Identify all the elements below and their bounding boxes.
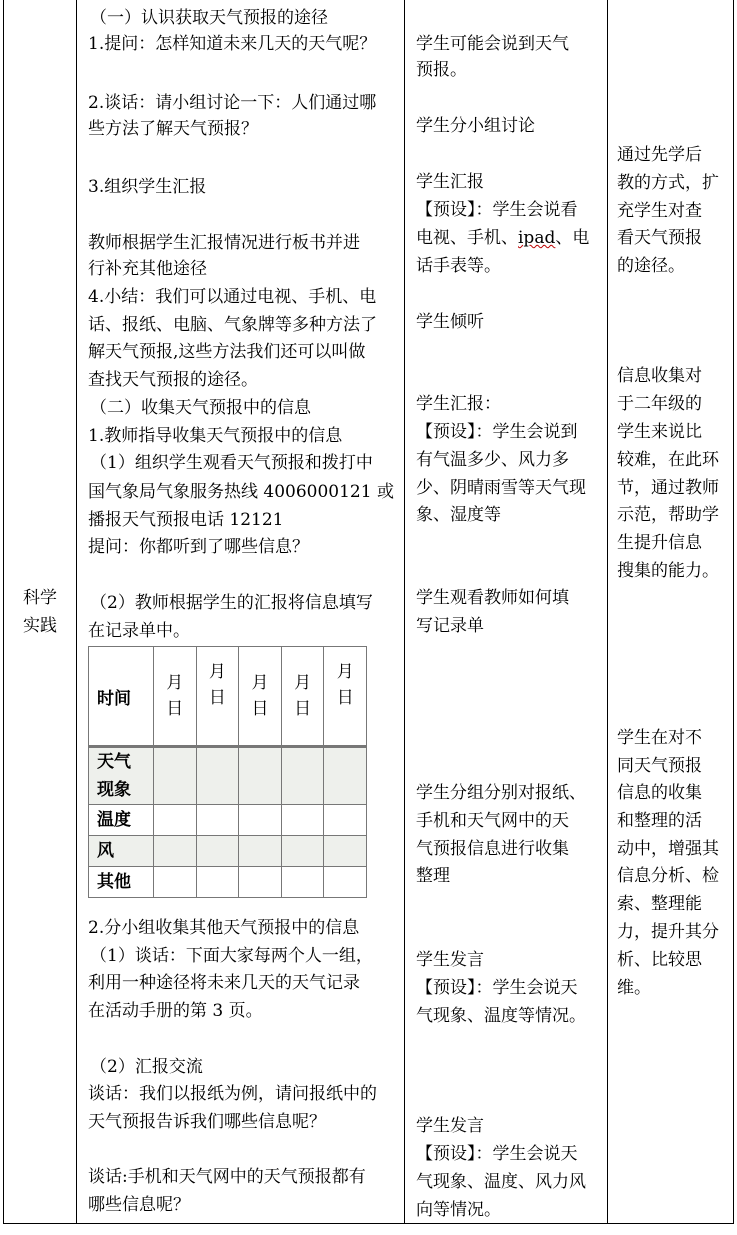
column-divider (607, 0, 608, 1224)
student-line: 向等情况。 (416, 1200, 501, 1220)
teacher-line: （1）组织学生观看天气预报和拨打中 (90, 453, 373, 473)
intent-line: 搜集的能力。 (617, 561, 719, 581)
teacher-line: 谈话：我们以报纸为例，请问报纸中的 (88, 1084, 377, 1104)
record-header-time: 时间 (89, 647, 154, 747)
month-label: 月 (336, 662, 354, 682)
record-cell (239, 867, 282, 898)
teacher-line: 提问：你都听到了哪些信息？ (88, 537, 309, 557)
student-line: 象、湿度等 (416, 505, 501, 525)
teacher-line: 3.组织学生汇报 (88, 177, 207, 197)
ipad-word: ipad (518, 228, 556, 248)
intent-line: 动中，增强其 (617, 839, 719, 859)
intent-line: 析、比较思 (617, 950, 702, 970)
teacher-line: 1.提问：怎样知道未来几天的天气呢？ (88, 34, 377, 54)
student-text: 电视、手机、 (416, 228, 518, 248)
student-line: 学生观看教师如何填 (416, 588, 569, 608)
record-header-date (239, 647, 282, 747)
record-row (89, 805, 367, 836)
intent-line: 于二年级的 (617, 394, 702, 414)
student-line: 【预设】：学生会说天 (416, 978, 578, 998)
record-header-date (196, 647, 239, 747)
student-line: 话手表等。 (416, 256, 501, 276)
record-cell (196, 805, 239, 836)
intent-line: 同天气预报 (617, 756, 702, 776)
intent-line: 维。 (617, 978, 651, 998)
record-cell (239, 747, 282, 805)
teacher-line: 在活动手册的第 3 页。 (88, 1001, 263, 1021)
record-cell (324, 805, 367, 836)
student-line: 气现象、温度、风力风 (416, 1172, 586, 1192)
day-label: 日 (294, 699, 312, 719)
teacher-line: 话、报纸、电脑、气象牌等多种方法了 (88, 315, 377, 335)
column-divider (76, 0, 77, 1224)
intent-line: 信息分析、检 (617, 866, 719, 886)
student-line: 【预设】：学生会说看 (416, 200, 578, 220)
stage-cell (4, 0, 76, 1224)
teacher-line: 2.分小组收集其他天气预报中的信息 (88, 918, 360, 938)
teacher-line: （二）收集天气预报中的信息 (90, 398, 311, 418)
teacher-line: （2）汇报交流 (90, 1057, 203, 1077)
student-text: 、电 (555, 228, 590, 248)
student-line: 手机和天气网中的天 (416, 811, 569, 831)
day-label: 日 (336, 688, 354, 708)
record-header-date (154, 647, 197, 747)
record-cell (196, 747, 239, 805)
record-header-date (281, 647, 324, 747)
teacher-line: （1）谈话：下面大家每两个人一组， (90, 946, 373, 966)
intent-line: 看天气预报 (617, 228, 702, 248)
intent-line: 充学生对查 (617, 201, 702, 221)
day-label: 日 (166, 699, 184, 719)
teacher-line: 解天气预报,这些方法我们还可以叫做 (88, 342, 366, 362)
record-header-row (89, 647, 367, 747)
record-header-date (324, 647, 367, 747)
student-line: 学生可能会说到天气 (416, 34, 569, 54)
record-cell (281, 867, 324, 898)
intent-line: 学生来说比 (617, 422, 702, 442)
record-row (89, 747, 367, 805)
teacher-line: 行补充其他途径 (88, 259, 207, 279)
month-label: 月 (208, 662, 226, 682)
record-row-label (89, 747, 154, 805)
record-cell (324, 747, 367, 805)
record-cell (281, 747, 324, 805)
teacher-line: 播报天气预报电话 12121 (88, 510, 284, 530)
row-label-line: 现象 (97, 780, 131, 800)
teacher-line: 些方法了解天气预报？ (88, 119, 258, 139)
intent-line: 生提升信息 (617, 533, 702, 553)
day-label: 日 (208, 688, 226, 708)
teacher-line: 利用一种途径将未来几天的天气记录 (88, 973, 360, 993)
record-cell (196, 867, 239, 898)
intent-line: 教的方式，扩 (617, 173, 719, 193)
intent-line: 通过先学后 (617, 145, 702, 165)
student-line: 有气温多少、风力多 (416, 450, 569, 470)
student-line: 预报。 (416, 60, 467, 80)
teacher-line: 国气象局气象服务热线 4006000121 或 (88, 482, 394, 502)
intent-line: 和整理的活 (617, 811, 702, 831)
month-label: 月 (166, 673, 184, 693)
record-cell (281, 836, 324, 867)
month-label: 月 (251, 673, 269, 693)
record-cell (324, 836, 367, 867)
student-line: 气预报信息进行收集 (416, 839, 569, 859)
weather-record-table (88, 646, 367, 898)
teacher-line: 哪些信息呢？ (88, 1195, 190, 1215)
record-cell (154, 805, 197, 836)
teacher-line: 1.教师指导收集天气预报中的信息 (88, 426, 343, 446)
student-line: 【预设】：学生会说天 (416, 1144, 578, 1164)
record-cell (196, 836, 239, 867)
record-cell (239, 836, 282, 867)
record-row (89, 867, 367, 898)
record-row (89, 836, 367, 867)
student-line: 【预设】：学生会说到 (416, 422, 578, 442)
student-line: 写记录单 (416, 616, 484, 636)
intent-line: 节，通过教师 (617, 478, 719, 498)
teacher-line: 2.谈话：请小组讨论一下：人们通过哪 (88, 93, 377, 113)
teacher-line: 天气预报告诉我们哪些信息呢？ (88, 1112, 326, 1132)
column-divider (404, 0, 405, 1224)
record-cell (324, 867, 367, 898)
student-line: 学生发言 (416, 950, 484, 970)
student-line: 学生汇报： (416, 394, 501, 414)
student-line: 学生分小组讨论 (416, 116, 535, 136)
teacher-line: 教师根据学生汇报情况进行板书并进 (88, 233, 360, 253)
record-row-label: 温度 (89, 805, 154, 836)
student-line: 学生汇报 (416, 172, 484, 192)
intent-line: 力，提升其分 (617, 922, 719, 942)
record-cell (239, 805, 282, 836)
teacher-line: 查找天气预报的途径。 (88, 370, 258, 390)
record-cell (281, 805, 324, 836)
intent-line: 索、整理能 (617, 894, 702, 914)
intent-line: 示范，帮助学 (617, 505, 719, 525)
record-cell (154, 836, 197, 867)
month-label: 月 (294, 673, 312, 693)
teacher-line: 4.小结：我们可以通过电视、手机、电 (88, 287, 377, 307)
record-cell (154, 747, 197, 805)
student-line: 整理 (416, 866, 450, 886)
student-line: 学生分组分别对报纸、 (416, 783, 586, 803)
stage-label: 科学实践 (23, 588, 57, 636)
record-cell (154, 867, 197, 898)
intent-line: 较难，在此环 (617, 450, 719, 470)
intent-line: 信息的收集 (617, 783, 702, 803)
student-line: 学生倾听 (416, 312, 484, 332)
student-line: 学生发言 (416, 1116, 484, 1136)
teacher-line: （一）认识获取天气预报的途径 (90, 8, 328, 28)
student-line: 气现象、温度等情况。 (416, 1006, 586, 1026)
day-label: 日 (251, 699, 269, 719)
teacher-line: 谈话:手机和天气网中的天气预报都有 (88, 1167, 366, 1187)
student-line (416, 226, 589, 250)
teacher-line: （2）教师根据学生的汇报将信息填写 (90, 593, 373, 613)
intent-line: 学生在对不 (617, 728, 702, 748)
record-row-label: 风 (89, 836, 154, 867)
row-label-line: 天气 (97, 752, 131, 772)
intent-line: 信息收集对 (617, 366, 702, 386)
intent-line: 的途径。 (617, 256, 685, 276)
record-row-label: 其他 (89, 867, 154, 898)
student-line: 少、阴晴雨雪等天气现 (416, 478, 586, 498)
teacher-line: 在记录单中。 (88, 621, 190, 641)
